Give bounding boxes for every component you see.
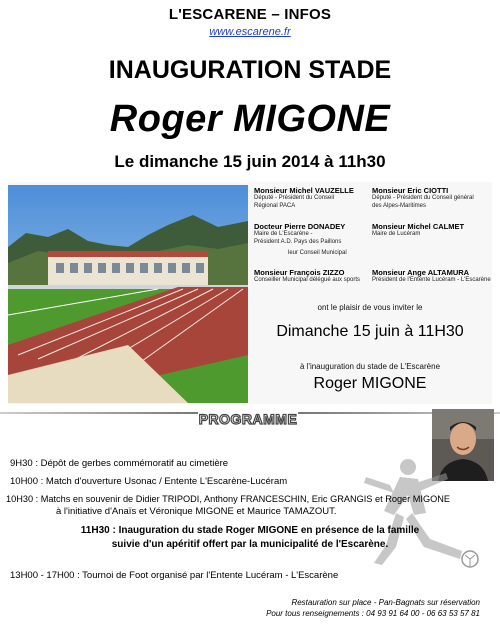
programme-item-3: 10H30 : Matchs en souvenir de Didier TRIPODI, Anthony FRANCESCHIN, Eric GRANGIS et Roger MIGONE [6,494,451,504]
dignitary-role: Maire de Lucéram [372,231,421,237]
invite-honoree-name: Roger MIGONE [313,375,427,392]
dignitary-2 [372,186,492,210]
highlight-line-1: 11H30 : Inauguration du stade Roger MIGONE en présence de la famille [80,525,420,536]
dignitary-3 [254,222,369,246]
website-link[interactable]: www.escarene.fr [209,26,291,38]
organization-title: L'ESCARENE – INFOS [168,6,332,23]
event-title: INAUGURATION STADE [108,56,392,84]
dignitary-role: Président de l'Entente Lucéram - L'Escarène [372,277,491,283]
dignitary-name: Monsieur Eric CIOTTI [372,186,449,195]
dignitary-6 [372,268,492,285]
dignitary-4 [372,222,492,239]
dignitary-name: Docteur Pierre DONADEY [254,222,346,231]
footer-catering: Restauration sur place - Pan-Bagnats sur réservation [291,598,480,607]
stadium-photo [8,185,248,403]
dignitary-role: Conseiller Municipal délégué aux sports [254,277,361,283]
dignitary-role: Député - Président du Conseil général des Alpes-Maritimes [372,195,474,209]
programme-item-2: 10H00 : Match d'ouverture Usonac / Entente L'Escarène-Lucéram [10,476,288,487]
honoree-name: Roger MIGONE [109,98,391,140]
programme-item-1: 9H30 : Dépôt de gerbes commémoratif au cimetière [10,458,229,469]
dignitary-role: Député - Président du Conseil Régional PACA [254,195,335,209]
council-label: leur Conseil Municipal [288,250,347,256]
dignitary-role: Maire de L'Escarène - Président A.D. Pays des Paillons [254,231,342,245]
event-date: Le dimanche 15 juin 2014 à 11h30 [114,152,386,171]
dignitary-name: Monsieur Ange ALTAMURA [372,268,470,277]
footballer-silhouette [360,455,485,570]
invite-phrase-2: à l'inauguration du stade de L'Escarène [299,362,441,371]
footer-contact: Pour tous renseignements : 04 93 91 64 00 - 06 63 53 57 81 [266,609,480,618]
dignitary-5 [254,268,369,285]
highlight-line-2: suivie d'un apéritif offert par la municipalité de l'Escarène. [111,539,389,550]
dignitary-name: Monsieur François ZIZZO [254,268,345,277]
invite-phrase: ont le plaisir de vous inviter le [317,303,423,312]
dignitary-name: Monsieur Michel CALMET [372,222,465,231]
invite-date: Dimanche 15 juin à 11H30 [276,323,464,340]
programme-item-3-cont: à l'initiative d'Anaïs et Véronique MIGONE et Maurice TAMAZOUT. [56,506,337,517]
programme-item-last: 13H00 - 17H00 : Tournoi de Foot organisé par l'Entente Lucéram - L'Escarène [10,570,339,581]
dignitary-name: Monsieur Michel VAUZELLE [254,186,354,195]
dignitary-1 [254,186,369,210]
programme-highlight [0,524,500,552]
programme-title: PROGRAMME [198,411,298,427]
